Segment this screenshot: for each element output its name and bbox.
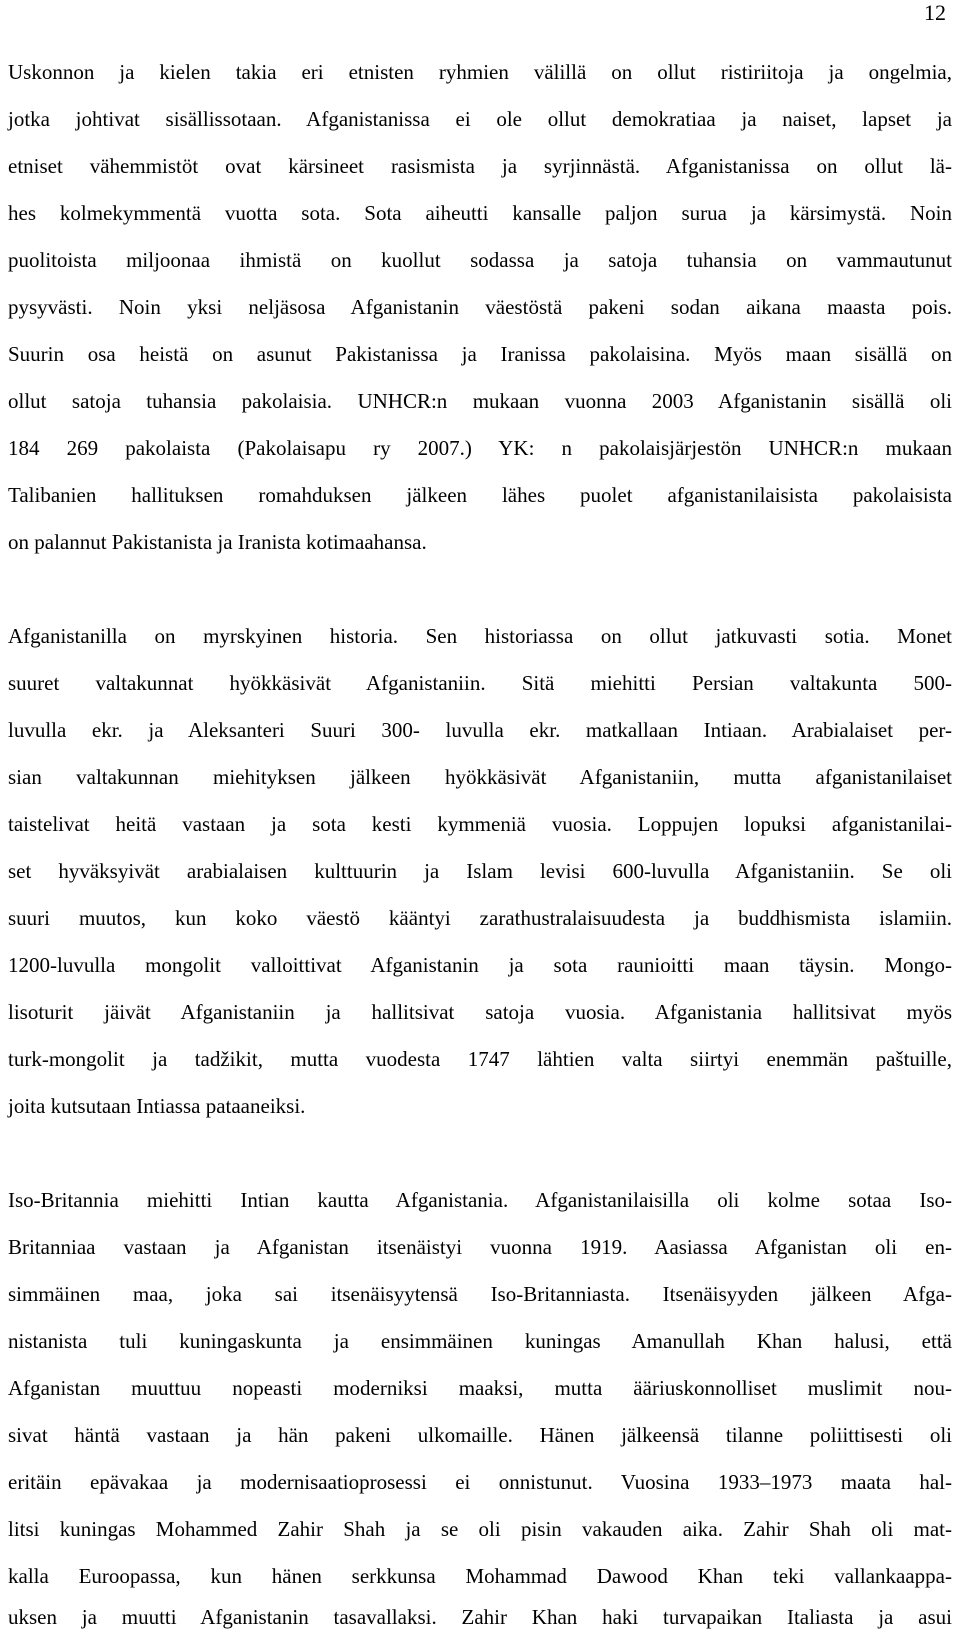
text-line: uksen ja muutti Afganistanin tasavallaksi. Zahir Khan haki turvapaikan Italiasta ja asui: [8, 1605, 952, 1629]
text-line: 1200-luvulla mongolit valloittivat Afganistanin ja sota raunioitti maan täysin. Mongo-: [8, 953, 952, 977]
text-line: taistelivat heitä vastaan ja sota kesti kymmeniä vuosia. Loppujen lopuksi afganistanilai-: [8, 812, 952, 836]
text-line: kalla Euroopassa, kun hänen serkkunsa Mohammad Dawood Khan teki vallankaappa-: [8, 1564, 952, 1588]
text-line: Uskonnon ja kielen takia eri etnisten ryhmien välillä on ollut ristiriitoja ja ongelmia,: [8, 60, 952, 84]
text-line: litsi kuningas Mohammed Zahir Shah ja se oli pisin vakauden aika. Zahir Shah oli mat-: [8, 1517, 952, 1541]
text-line: Afganistanilla on myrskyinen historia. Sen historiassa on ollut jatkuvasti sotia. Monet: [8, 624, 952, 648]
text-line: suuri muutos, kun koko väestö kääntyi zarathustralaisuudesta ja buddhismista islamiin.: [8, 906, 952, 930]
text-line: puolitoista miljoonaa ihmistä on kuollut sodassa ja satoja tuhansia on vammautunut: [8, 248, 952, 272]
page-number: 12: [924, 0, 946, 25]
text-line: nistanista tuli kuningaskunta ja ensimmäinen kuningas Amanullah Khan halusi, että: [8, 1329, 952, 1353]
text-line: Talibanien hallituksen romahduksen jälkeen lähes puolet afganistanilaisista pakolaisista: [8, 483, 952, 507]
text-line: etniset vähemmistöt ovat kärsineet rasismista ja syrjinnästä. Afganistanissa on ollut lä-: [8, 154, 952, 178]
text-line: pysyvästi. Noin yksi neljäsosa Afganistanin väestöstä pakeni sodan aikana maasta pois.: [8, 295, 952, 319]
text-line: lisoturit jäivät Afganistaniin ja hallitsivat satoja vuosia. Afganistania hallitsivat myös: [8, 1000, 952, 1024]
text-line: turk-mongolit ja tadžikit, mutta vuodesta 1747 lähtien valta siirtyi enemmän paštuille,: [8, 1047, 952, 1071]
text-line: ollut satoja tuhansia pakolaisia. UNHCR:n mukaan vuonna 2003 Afganistanin sisällä oli: [8, 389, 952, 413]
text-line: set hyväksyivät arabialaisen kulttuurin ja Islam levisi 600-luvulla Afganistaniin. Se oli: [8, 859, 952, 883]
text-line: Iso-Britannia miehitti Intian kautta Afganistania. Afganistanilaisilla oli kolme sotaa Iso-: [8, 1188, 952, 1212]
text-line: Afganistan muuttuu nopeasti moderniksi maaksi, mutta ääriuskonnolliset muslimit nou-: [8, 1376, 952, 1400]
text-line: 184 269 pakolaista (Pakolaisapu ry 2007.) YK: n pakolaisjärjestön UNHCR:n mukaan: [8, 436, 952, 460]
text-line: joita kutsutaan Intiassa pataaneiksi.: [8, 1094, 306, 1118]
text-line: simmäinen maa, joka sai itsenäisyytensä Iso-Britanniasta. Itsenäisyyden jälkeen Afga-: [8, 1282, 952, 1306]
text-line: Suurin osa heistä on asunut Pakistanissa ja Iranissa pakolaisina. Myös maan sisällä on: [8, 342, 952, 366]
text-line: jotka johtivat sisällissotaan. Afganistanissa ei ole ollut demokratiaa ja naiset, lapset ja: [8, 107, 952, 131]
text-line: suuret valtakunnat hyökkäsivät Afganistaniin. Sitä miehitti Persian valtakunta 500-: [8, 671, 952, 695]
text-line: on palannut Pakistanista ja Iranista kotimaahansa.: [8, 530, 427, 554]
text-line: eritäin epävakaa ja modernisaatioprosessi ei onnistunut. Vuosina 1933–1973 maata hal-: [8, 1470, 952, 1494]
text-line: sivat häntä vastaan ja hän pakeni ulkomaille. Hänen jälkeensä tilanne poliittisesti oli: [8, 1423, 952, 1447]
text-line: hes kolmekymmentä vuotta sota. Sota aiheutti kansalle paljon surua ja kärsimystä. Noin: [8, 201, 952, 225]
text-line: luvulla ekr. ja Aleksanteri Suuri 300- luvulla ekr. matkallaan Intiaan. Arabialaiset per-: [8, 718, 952, 742]
text-line: Britanniaa vastaan ja Afganistan itsenäistyi vuonna 1919. Aasiassa Afganistan oli en-: [8, 1235, 952, 1259]
text-line: sian valtakunnan miehityksen jälkeen hyökkäsivät Afganistaniin, mutta afganistanilaiset: [8, 765, 952, 789]
